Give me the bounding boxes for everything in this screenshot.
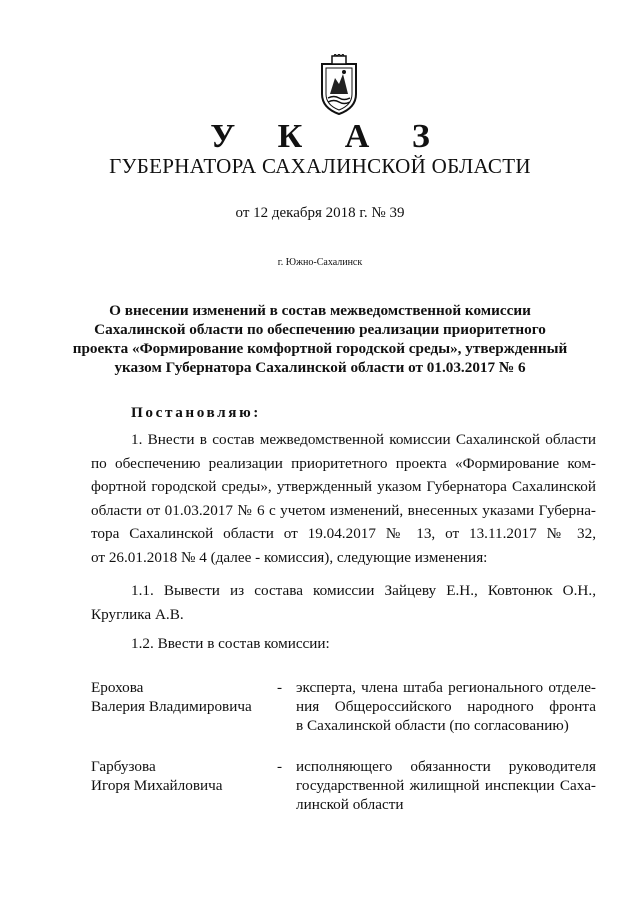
resolve-heading: Постановляю: [131, 404, 261, 421]
member-given-name: Валерия Владимировича [91, 698, 252, 715]
subject-line: О внесении изменений в состав межведомственной комиссии [109, 302, 531, 319]
paragraph-1-1 [91, 579, 596, 626]
member-given-name: Игоря Михайловича [91, 777, 223, 794]
role-line: ния Общероссийского народного фронта [296, 698, 596, 715]
paragraph-line: Круглика А.В. [91, 605, 184, 623]
paragraph-line: по обеспечению реализации приоритетного проекта «Формирование ком- [91, 454, 596, 472]
paragraph-line: тора Сахалинской области от 19.04.2017 № 13, от 13.11.2017 № 32, [91, 525, 596, 542]
paragraph-line: фортной городской среды», утвержденный указом Губернатора Сахалинской [91, 478, 596, 495]
sakhalin-coat-of-arms-emblem [318, 54, 360, 116]
member-surname: Ерохова [91, 679, 144, 696]
issuer-title: ГУБЕРНАТОРА САХАЛИНСКОЙ ОБЛАСТИ [109, 154, 531, 178]
role-line: государственной жилищной инспекции Саха- [296, 777, 596, 794]
issue-city: г. Южно-Сахалинск [277, 257, 363, 268]
document-type-title: У К А З [210, 118, 447, 155]
role-line: линской области [296, 796, 404, 813]
role-line: в Сахалинской области (по согласованию) [296, 717, 569, 734]
decree-date-number: от 12 декабря 2018 г. № 39 [235, 205, 405, 221]
decree-subject [60, 301, 580, 377]
role-line: исполняющего обязанности руководителя [296, 758, 596, 775]
paragraph-1-2: 1.2. Ввести в состав комиссии: [131, 635, 330, 652]
member-dash: - [277, 758, 283, 775]
subject-line: указом Губернатора Сахалинской области от 01.03.2017 № 6 [114, 359, 526, 376]
member-name [91, 678, 271, 716]
member-name [91, 757, 271, 795]
role-line: эксперта, члена штаба регионального отделе- [296, 679, 596, 696]
member-surname: Гарбузова [91, 758, 156, 775]
subject-line: Сахалинской области по обеспечению реализации приоритетного [94, 321, 546, 338]
paragraph-line: области от 01.03.2017 № 6 с учетом изменений, внесенных указами Губерна- [91, 501, 596, 519]
member-role [296, 757, 596, 814]
paragraph-line: 1.1. Вывести из состава комиссии Зайцеву Е.Н., Ковтонюк О.Н., [131, 582, 596, 599]
paragraph-line: от 26.01.2018 № 4 (далее - комиссия), следующие изменения: [91, 548, 488, 566]
subject-line: проекта «Формирование комфортной городской среды», утвержденный [72, 340, 568, 357]
paragraph-1 [91, 428, 596, 569]
paragraph-line: 1. Внести в состав межведомственной комиссии Сахалинской области [131, 431, 596, 448]
member-dash: - [277, 679, 283, 696]
member-role [296, 678, 596, 735]
